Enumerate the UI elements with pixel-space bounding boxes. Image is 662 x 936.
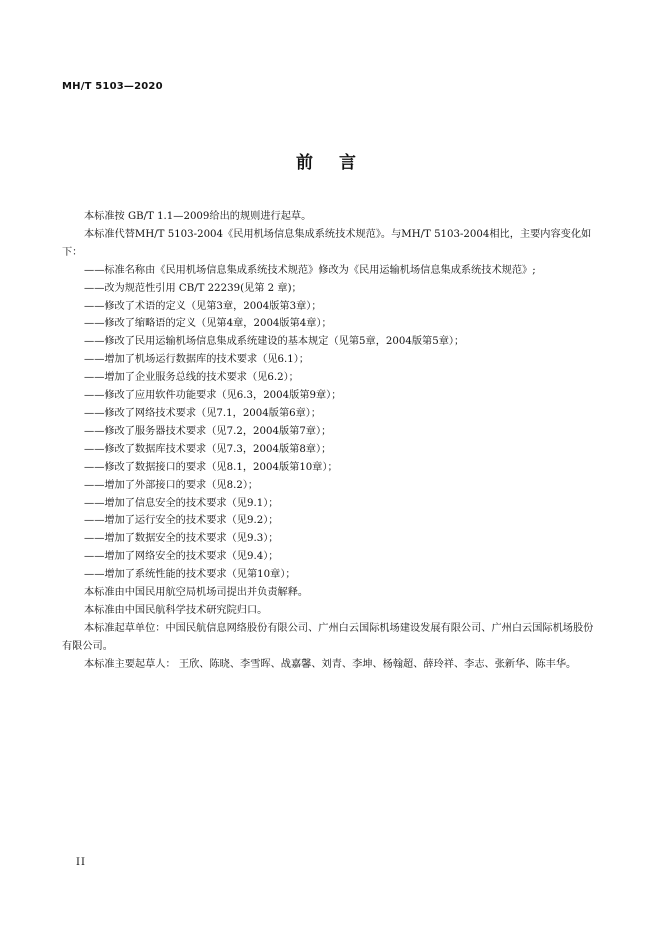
change-item: ——增加了运行安全的技术要求（见9.2）； — [84, 515, 279, 527]
page-title: 前 言 — [296, 153, 366, 173]
change-item: ——增加了网络安全的技术要求（见9.4）； — [84, 551, 279, 563]
change-item: ——修改了数据库技术要求（见7.3，2004版第8章）； — [84, 443, 332, 455]
change-item: ——增加了系统性能的技术要求（见第10章）； — [84, 569, 296, 581]
change-item: ——改为规范性引用 CB/T 22239(见第 2 章)； — [84, 282, 302, 294]
change-item: ——修改了术语的定义（见第3章，2004版第3章）； — [84, 300, 322, 312]
drafting-units-paragraph: 本标准起草单位：中国民航信息网络股份有限公司、广州白云国际机场建设发展有限公司、广州白云国际机场股份有限公司。 — [62, 622, 594, 652]
replacement-paragraph: 本标准代替MH/T 5103-2004《民用机场信息集成系统技术规范》。与MH/T 5103-2004相比，主要内容变化如下： — [62, 228, 592, 258]
document-code: MH/T 5103—2020 — [62, 81, 163, 92]
drafting-rule-paragraph: 本标准按 GB/T 1.1—2009给出的规则进行起草。 — [84, 211, 312, 222]
change-item: ——增加了数据安全的技术要求（见9.3）； — [84, 533, 279, 545]
document-body — [62, 208, 602, 674]
proposer-paragraph: 本标准由中国民用航空局机场司提出并负责解释。 — [84, 587, 309, 599]
change-item: ——修改了服务器技术要求（见7.2，2004版第7章）； — [84, 425, 332, 437]
change-item: ——增加了信息安全的技术要求（见9.1）； — [84, 497, 279, 509]
change-item: ——修改了缩略语的定义（见第4章，2004版第4章）； — [84, 318, 332, 330]
change-item: ——修改了应用软件功能要求（见6.3，2004版第9章）； — [84, 390, 342, 402]
management-paragraph: 本标准由中国民航科学技术研究院归口。 — [84, 604, 268, 616]
change-item: ——增加了企业服务总线的技术要求（见6.2）； — [84, 372, 299, 384]
change-item: ——修改了民用运输机场信息集成系统建设的基本规定（见第5章，2004版第5章）； — [84, 336, 465, 348]
change-item: ——增加了外部接口的要求（见8.2）； — [84, 479, 259, 491]
change-list — [62, 262, 602, 584]
change-item: ——标准名称由《民用机场信息集成系统技术规范》修改为《民用运输机场信息集成系统技术规范》; — [84, 264, 536, 276]
drafters-paragraph: 本标准主要起草人： 王欣、陈晓、李雪晖、战嘉馨、刘青、李坤、杨翰超、薛玲祥、李志、张新华、陈丰华。 — [84, 658, 577, 670]
change-item: ——修改了网络技术要求（见7.1，2004版第6章）； — [84, 407, 322, 419]
page-number: II — [76, 857, 86, 868]
change-item: ——增加了机场运行数据库的技术要求（见6.1）； — [84, 354, 310, 366]
change-item: ——修改了数据接口的要求（见8.1，2004版第10章）； — [84, 461, 338, 473]
